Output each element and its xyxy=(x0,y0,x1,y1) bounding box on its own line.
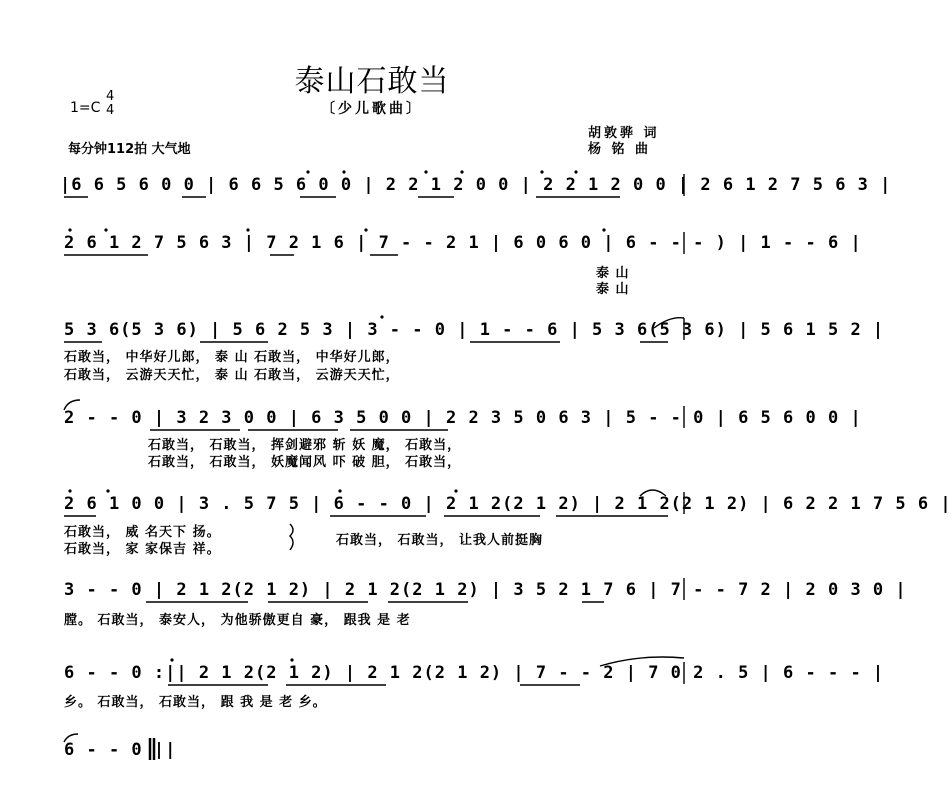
lyrics-line-4a: 石敢当， 石敢当， 挥剑避邪 斩 妖 魔， 石敢当， xyxy=(148,438,462,453)
page-title: 泰山石敢当 xyxy=(294,64,450,99)
tempo-marking: 每分钟112拍 大气地 xyxy=(68,142,191,157)
notes-line-8: 6 - - 0 || xyxy=(64,740,177,760)
lyrics-line-5c: 石敢当， 石敢当， 让我人前挺胸 xyxy=(336,533,544,548)
ties xyxy=(64,318,684,742)
meter-bottom: 4 xyxy=(106,103,115,118)
lyrics-line-6: 膛。 石敢当， 泰安人， 为他骄傲更自 豪， 跟我 是 老 xyxy=(64,613,411,628)
lyrics-line-2b: 泰 山 xyxy=(596,282,630,297)
notes-line-1: |6 6 5 6 0 0 | 6 6 5 6 0 0 | 2 2 1 2 0 0 | 2 2 1 2 0 0 | 2 6 1 2 7 5 6 3 | xyxy=(60,175,892,195)
meter-top: 4 xyxy=(106,89,115,104)
notes-line-3: 5 3 6(5 3 6) | 5 6 2 5 3 | 3 - - 0 | 1 - - 6 | 5 3 6(5 3 6) | 5 6 1 5 2 | xyxy=(64,320,885,340)
composer-credit: 杨 铭 曲 xyxy=(588,142,652,157)
edge-barlines xyxy=(150,174,684,760)
lyrics-line-4b: 石敢当， 石敢当， 妖魔闻风 吓 破 胆， 石敢当， xyxy=(148,455,462,470)
notes-line-2: 2 6 1 2 7 5 6 3 | 7 2 1 6 | 7 - - 2 1 | 6 0 6 0 | 6 - - - ) | 1 - - 6 | xyxy=(64,233,862,253)
key-signature: 1=C xyxy=(70,100,101,116)
notes-line-6: 3 - - 0 | 2 1 2(2 1 2) | 2 1 2(2 1 2) | 3 5 2 1 7 6 | 7 - - 7 2 | 2 0 3 0 | xyxy=(64,580,907,600)
lyrics-line-3a: 石敢当， 中华好儿郎， 泰 山 石敢当， 中华好儿郎， xyxy=(64,350,400,365)
lyrics-line-3b: 石敢当， 云游天天忙， 泰 山 石敢当， 云游天天忙， xyxy=(64,368,400,383)
notes-line-4: 2 - - 0 | 3 2 3 0 0 | 6 3 5 0 0 | 2 2 3 5 0 6 3 | 5 - - 0 | 6 5 6 0 0 | xyxy=(64,408,862,428)
notes-line-7: 6 - - 0 :|| 2 1 2(2 1 2) | 2 1 2(2 1 2) | 7 - - 2 | 7 0 2 . 5 | 6 - - - | xyxy=(64,663,885,683)
lyrics-line-7: 乡。 石敢当， 石敢当， 跟 我 是 老 乡。 xyxy=(64,695,327,710)
notes-line-5: 2 6 1 0 0 | 3 . 5 7 5 | 6 - - 0 | 2 1 2(2 1 2) | 2 1 2(2 1 2) | 6 2 2 1 7 5 6 | xyxy=(64,494,952,514)
lyrics-line-2a: 泰 山 xyxy=(596,266,630,281)
duration-underlines xyxy=(64,197,668,685)
lyrics-line-5a: 石敢当， 威 名天下 扬。 xyxy=(64,525,221,540)
verse-brace xyxy=(290,524,293,550)
page-subtitle: 〔少儿歌曲〕 xyxy=(321,101,423,117)
octave-dots xyxy=(68,170,605,661)
lyrics-line-5b: 石敢当， 家 家保吉 祥。 xyxy=(64,542,221,557)
lyricist-credit: 胡敦骅 词 xyxy=(588,126,660,141)
